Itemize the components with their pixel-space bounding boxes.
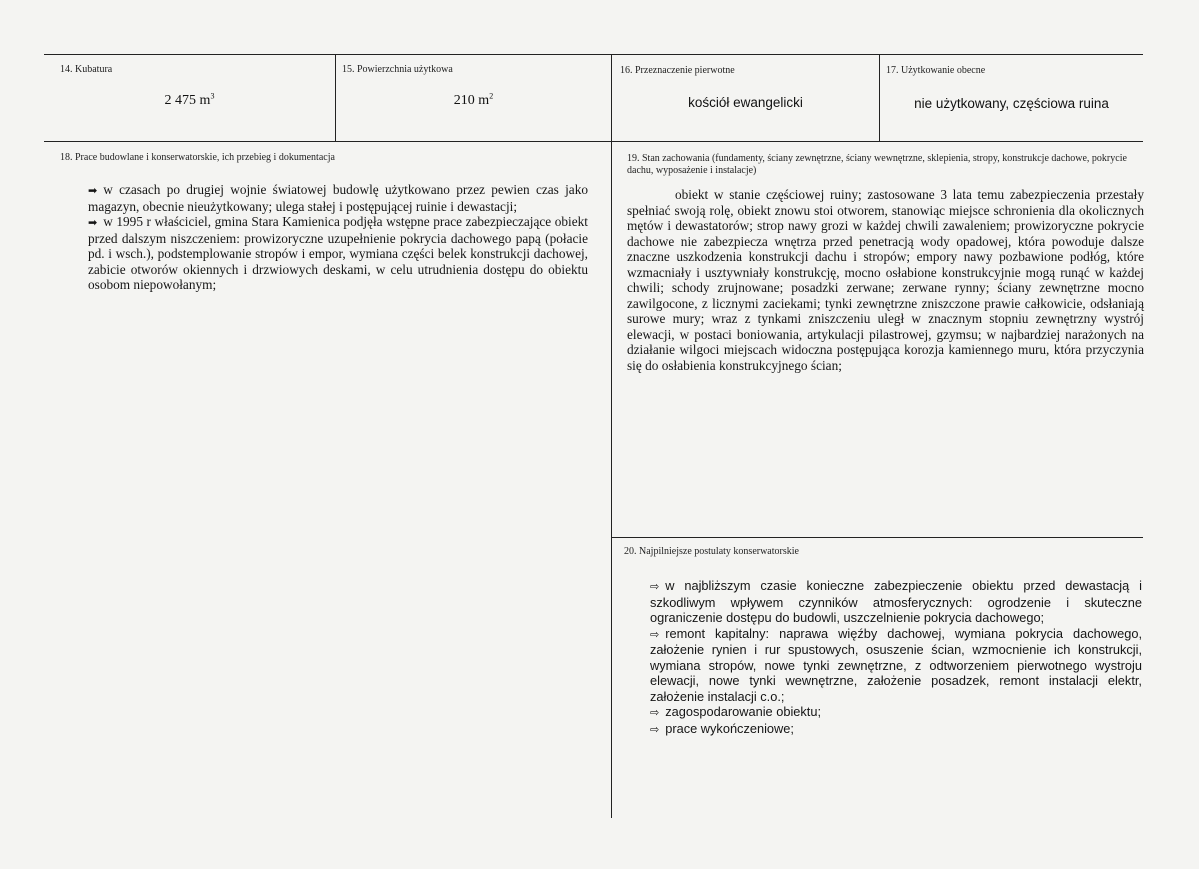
przeznaczenie-value: kościół ewangelicki	[688, 95, 803, 110]
powierzchnia-label: 15. Powierzchnia użytkowa	[342, 64, 453, 75]
uzytkowanie-label: 17. Użytkowanie obecne	[886, 65, 986, 76]
powierzchnia-number: 210 m	[453, 93, 490, 108]
kubatura-label: 14. Kubatura	[60, 64, 113, 75]
powierzchnia-value	[336, 93, 611, 109]
section20-item-text: prace wykończeniowe;	[665, 720, 794, 736]
row-divider-line	[44, 141, 1143, 142]
section20-item	[650, 578, 1142, 626]
top-border-line	[44, 54, 1143, 55]
arrow-right-icon: ➡	[88, 216, 98, 229]
section19-label: 19. Stan zachowania (fundamenty, ściany zewnętrzne, ściany wewnętrzne, sklepienia, stropy, konstrukcje dachowe, pokrycie dachu, wyposażenie i instalacje)	[627, 153, 1127, 176]
kubatura-value	[44, 93, 335, 109]
section18-item	[88, 182, 588, 214]
col-divider-2	[611, 54, 612, 818]
section19-text	[627, 187, 1144, 373]
section20-item-text: remont kapitalny: naprawa więźby dachowej, wymiana pokrycia dachowego, założenie rynien i rur spustowych, osuszenie ścian, wzmocnienie ich konstrukcji, wymiana stropów, nowe tynki zewnętrzne, z odtworzeniem pierwotnego wystroju elewacji, nowe tynki wewnętrzne, założenie posadzek, remont instalacji elektr, założenie instalacji c.o.;	[650, 625, 1142, 704]
section18-item	[88, 214, 588, 293]
outline-arrow-right-icon: ⇨	[650, 706, 660, 719]
outline-arrow-right-icon: ⇨	[650, 722, 660, 736]
section20-label: 20. Najpilniejsze postulaty konserwatorskie	[624, 546, 799, 557]
section18-text	[88, 182, 588, 293]
section20-item	[650, 626, 1142, 705]
outline-arrow-right-icon: ⇨	[650, 580, 660, 593]
section20-text	[650, 578, 1142, 737]
powierzchnia-unit-sup: 2	[489, 91, 494, 101]
arrow-right-icon: ➡	[88, 184, 98, 197]
section20-item	[650, 721, 1142, 738]
kubatura-number: 2 475 m	[164, 93, 211, 108]
section20-item-text: zagospodarowanie obiektu;	[665, 704, 822, 719]
outline-arrow-right-icon: ⇨	[650, 627, 660, 641]
section18-item-text: w 1995 r właściciel, gmina Stara Kamienica podjęła wstępne prace zabezpieczające obiekt przed dalszym niszczeniem: prowizoryczne uzupełnienie pokrycia dachowego papą (połacie pd. i wsch.), podstemplowanie stropów i empor, wymiana części belek konstrukcji dachowej, zabicie otworów okiennych i drzwiowych deskami, w celu utrudnienia dostępu do obiektu osobom niepowołanym;	[88, 214, 588, 292]
uzytkowanie-value: nie użytkowany, częściowa ruina	[914, 96, 1109, 111]
kubatura-unit-sup: 3	[210, 91, 215, 101]
section18-item-text: w czasach po drugiej wojnie światowej budowlę użytkowano przez pewien czas jako magazyn, obecnie nieużytkowany; ulega stałej i postępującej ruinie i dewastacji;	[88, 182, 588, 214]
section20-item-text: w najbliższym czasie konieczne zabezpieczenie obiektu przed dewastacją i szkodliwym wpływem czynników atmosferycznych: ogrodzenie i skuteczne ograniczenie dostępu do budowli, uszczelnienie pokrycia dachowego;	[650, 578, 1142, 625]
przeznaczenie-label: 16. Przeznaczenie pierwotne	[620, 65, 735, 76]
section19-paragraph: obiekt w stanie częściowej ruiny; zastosowane 3 lata temu zabezpieczenia przestały spełniać swoją rolę, obiekt znowu stoi otworem, stanowiąc miejsce schronienia dla okolicznych mętów i dewastatorów; strop nawy grozi w każdej chwili zawaleniem; prowizoryczne pokrycie dachowe nie zabezpiecza wnętrza przed penetracją wody opadowej, która powoduje dalsze znaczne uszkodzenia konstrukcji dachu i stropów; empory nawy pozbawione podłóg, które wzmacniały i usztywniały konstrukcję, mocno osłabione konstrukcyjnie mogą runąć w każdej chwili; schody zrujnowane; posadzki zerwane; zerwane rynny; ściany zewnętrzne mocno zawilgocone, z licznymi zaciekami; tynki zewnętrzne zniszczone prawie całkowicie, odsłaniają surowe mury; wraz z tynkami zniszczeniu uległ w znacznym stopniu zewnętrzny wystrój elewacji, w postaci boniowania, artykulacji pilastrowej, gzymsu; w najbardziej narażonych na działanie wilgoci miejscach widoczna postępująca korozja kamiennego muru, która przyczynia się do osłabienia konstrukcyjnego ścian;	[627, 187, 1144, 373]
section20-item	[650, 704, 1142, 721]
section18-label: 18. Prace budowlane i konserwatorskie, ich przebieg i dokumentacja	[60, 152, 335, 163]
section20-divider-line	[611, 537, 1143, 538]
